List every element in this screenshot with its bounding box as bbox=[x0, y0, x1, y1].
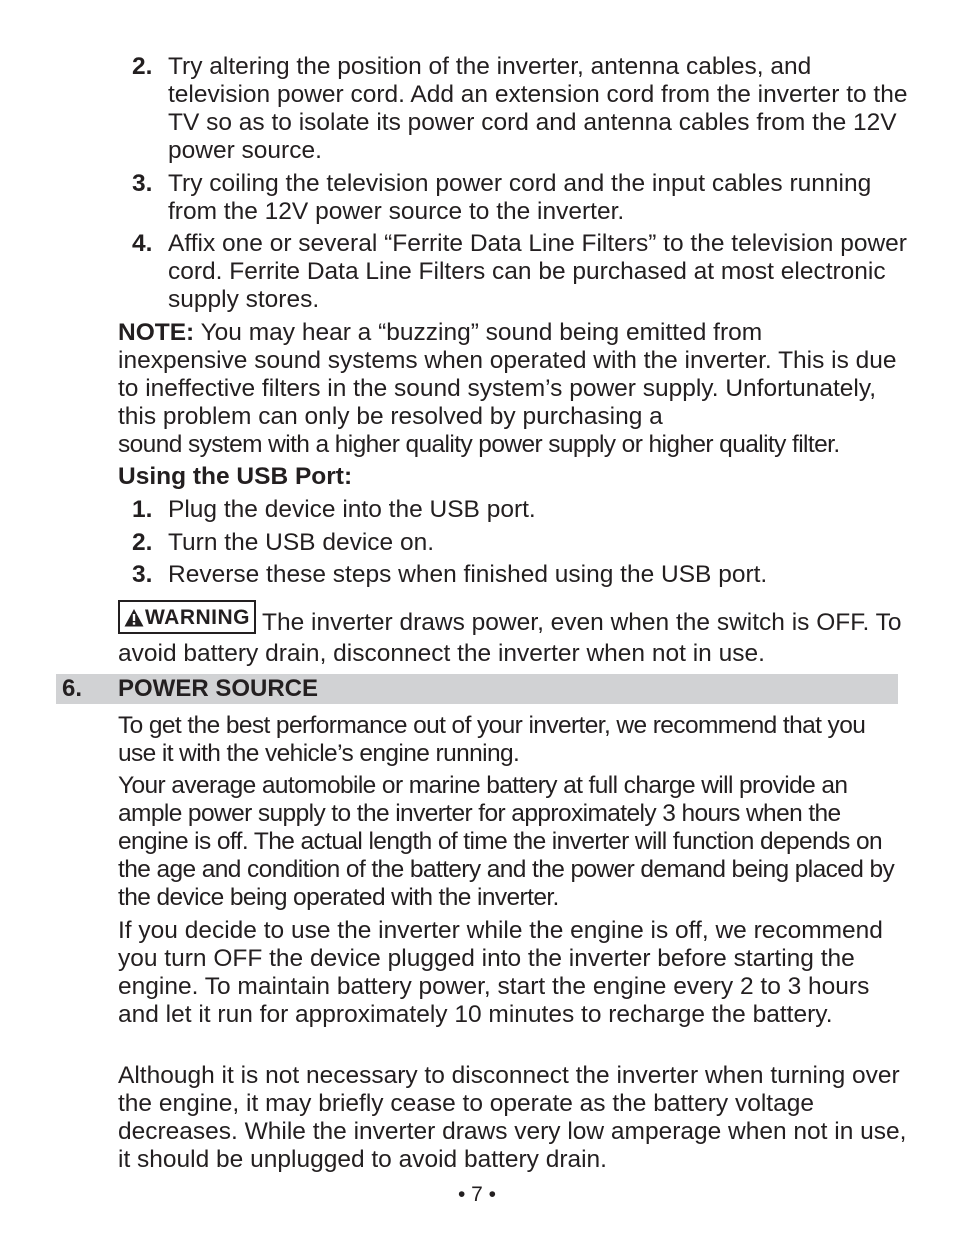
warning-badge bbox=[118, 600, 256, 634]
list-item bbox=[118, 230, 908, 314]
usb-step bbox=[118, 496, 908, 524]
section-title: POWER SOURCE bbox=[118, 675, 319, 702]
list-text: Try altering the position of the inverter, antenna cables, and television power cord. Add an extension cord from the inverter to the TV so as to isolate its power cord and antenna cables from the 12V power source. bbox=[168, 53, 908, 164]
usb-heading: Using the USB Port: bbox=[118, 463, 353, 490]
list-text: Reverse these steps when finished using the USB port. bbox=[168, 561, 768, 588]
note-paragraph bbox=[118, 319, 898, 459]
section-number: 6. bbox=[62, 675, 83, 702]
page-number: • 7 • bbox=[457, 1183, 497, 1206]
list-text: Plug the device into the USB port. bbox=[168, 496, 536, 523]
section-paragraph: Your average automobile or marine battery at full charge will provide an ample power supply to the inverter for approximately 3 hours when the engine is off. The actual length of time the inverter will function depends on the age and condition of the battery and the power demand being placed by the device being operated with the inverter. bbox=[118, 772, 895, 911]
list-number: 3. bbox=[132, 561, 153, 588]
section-paragraph: To get the best performance out of your inverter, we recommend that you use it with the vehicle’s engine running. bbox=[118, 712, 866, 767]
usb-step bbox=[118, 561, 908, 589]
list-number: 2. bbox=[132, 529, 153, 556]
note-label: NOTE: bbox=[118, 319, 195, 346]
section-paragraph: If you decide to use the inverter while the engine is off, we recommend you turn OFF the device plugged into the inverter before starting the engine. To maintain battery power, start the engine every 2 to 3 hours and let it run for approximately 10 minutes to recharge the battery. bbox=[118, 917, 883, 1028]
warning-text: The inverter draws power, even when the switch is OFF. To avoid battery drain, disconnect the inverter when not in use. bbox=[118, 609, 902, 667]
list-text: Try coiling the television power cord and the input cables running from the 12V power source to the inverter. bbox=[168, 170, 872, 225]
list-number: 1. bbox=[132, 496, 153, 523]
list-text: Affix one or several “Ferrite Data Line Filters” to the television power cord. Ferrite Data Line Filters can be purchased at most electronic supply stores. bbox=[168, 230, 907, 313]
warning-label: WARNING bbox=[145, 606, 250, 629]
list-text: Turn the USB device on. bbox=[168, 529, 435, 556]
warning-paragraph bbox=[118, 606, 908, 668]
list-item bbox=[118, 170, 908, 226]
list-item bbox=[118, 53, 908, 165]
section-header bbox=[56, 674, 898, 704]
note-text-tail: sound system with a higher quality power supply or higher quality filter. bbox=[118, 431, 840, 458]
list-number: 3. bbox=[132, 170, 153, 197]
list-number: 4. bbox=[132, 230, 153, 257]
warning-triangle-icon bbox=[124, 608, 144, 627]
list-number: 2. bbox=[132, 53, 153, 80]
usb-step bbox=[118, 529, 908, 557]
section-paragraph: Although it is not necessary to disconnect the inverter when turning over the engine, it may briefly cease to operate as the battery voltage decreases. While the inverter draws very low amperage when not in use, it should be unplugged to avoid battery drain. bbox=[118, 1062, 907, 1173]
note-text: You may hear a “buzzing” sound being emitted from inexpensive sound systems when operated with the inverter. This is due to ineffective filters in the sound system’s power supply. Unfortunately, this problem can only be resolved by purchasing a bbox=[118, 319, 897, 430]
